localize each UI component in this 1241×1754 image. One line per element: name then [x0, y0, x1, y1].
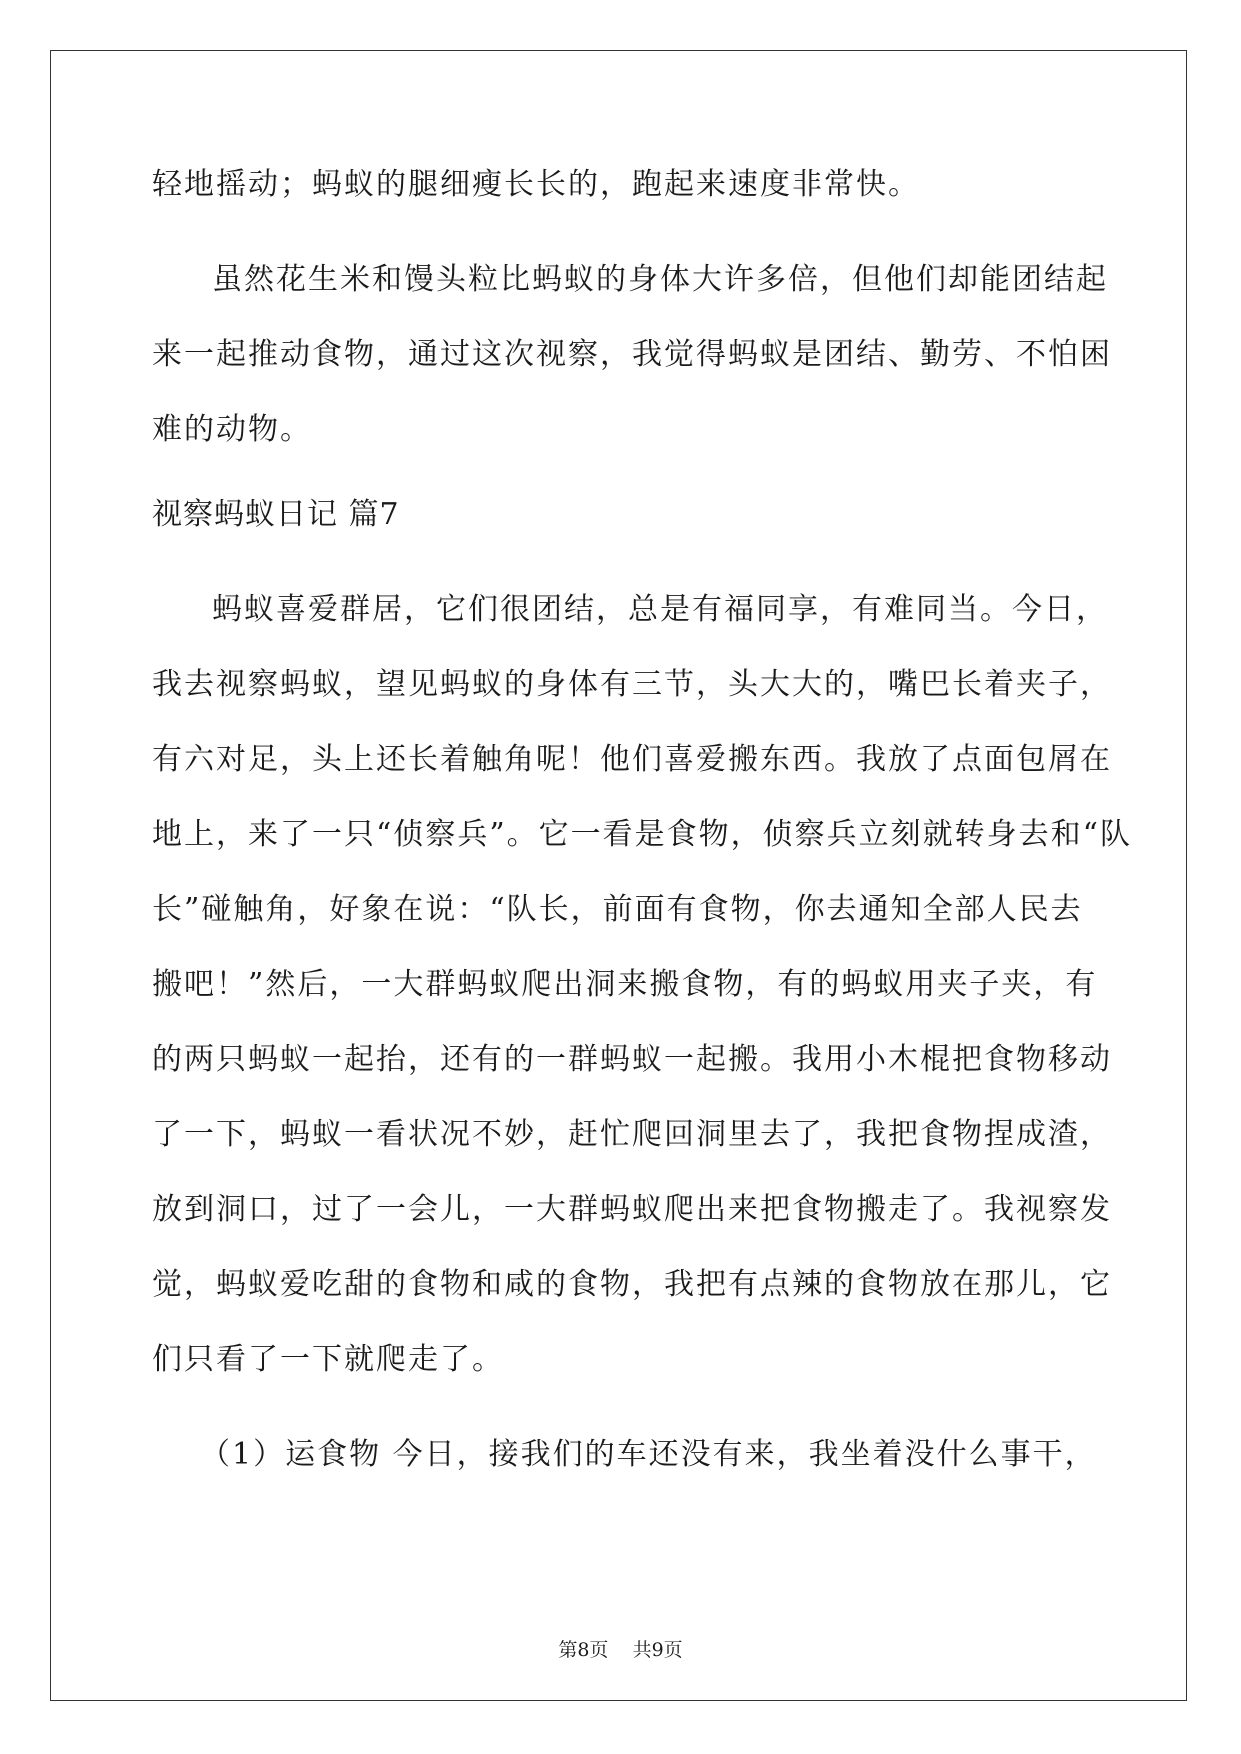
paragraph-line: 长”碰触角，好象在说：“队长，前面有食物，你去通知全部人民去: [152, 892, 1083, 927]
paragraph-line: 了一下，蚂蚁一看状况不妙，赶忙爬回洞里去了，我把食物捏成渣，: [152, 1117, 1112, 1152]
section-heading: 视察蚂蚁日记 篇7: [152, 497, 400, 532]
paragraph-line: 虽然花生米和馒头粒比蚂蚁的身体大许多倍，但他们却能团结起: [212, 262, 1108, 297]
paragraph-line: 有六对足，头上还长着触角呢！他们喜爱搬东西。我放了点面包屑在: [152, 742, 1112, 777]
paragraph-line: 蚂蚁喜爱群居，它们很团结，总是有福同享，有难同当。今日，: [212, 592, 1108, 627]
paragraph-line: （1）运食物 今日，接我们的车还没有来，我坐着没什么事干，: [200, 1437, 1097, 1472]
paragraph-line: 觉，蚂蚁爱吃甜的食物和咸的食物，我把有点辣的食物放在那儿，它: [152, 1267, 1112, 1302]
paragraph-line: 们只看了一下就爬走了。: [152, 1342, 504, 1377]
paragraph-line: 难的动物。: [152, 412, 312, 447]
paragraph-line: 轻地摇动；蚂蚁的腿细瘦长长的，跑起来速度非常快。: [152, 167, 920, 202]
page-number-footer: 第8页 共9页: [558, 1639, 683, 1661]
paragraph-line: 我去视察蚂蚁，望见蚂蚁的身体有三节，头大大的，嘴巴长着夹子，: [152, 667, 1112, 702]
paragraph-line: 放到洞口，过了一会儿，一大群蚂蚁爬出来把食物搬走了。我视察发: [152, 1192, 1112, 1227]
paragraph-line: 的两只蚂蚁一起抬，还有的一群蚂蚁一起搬。我用小木棍把食物移动: [152, 1042, 1112, 1077]
paragraph-line: 搬吧！”然后，一大群蚂蚁爬出洞来搬食物，有的蚂蚁用夹子夹，有: [152, 967, 1098, 1002]
paragraph-line: 来一起推动食物，通过这次视察，我觉得蚂蚁是团结、勤劳、不怕困: [152, 337, 1112, 372]
paragraph-line: 地上，来了一只“侦察兵”。它一看是食物，侦察兵立刻就转身去和“队: [152, 817, 1133, 852]
